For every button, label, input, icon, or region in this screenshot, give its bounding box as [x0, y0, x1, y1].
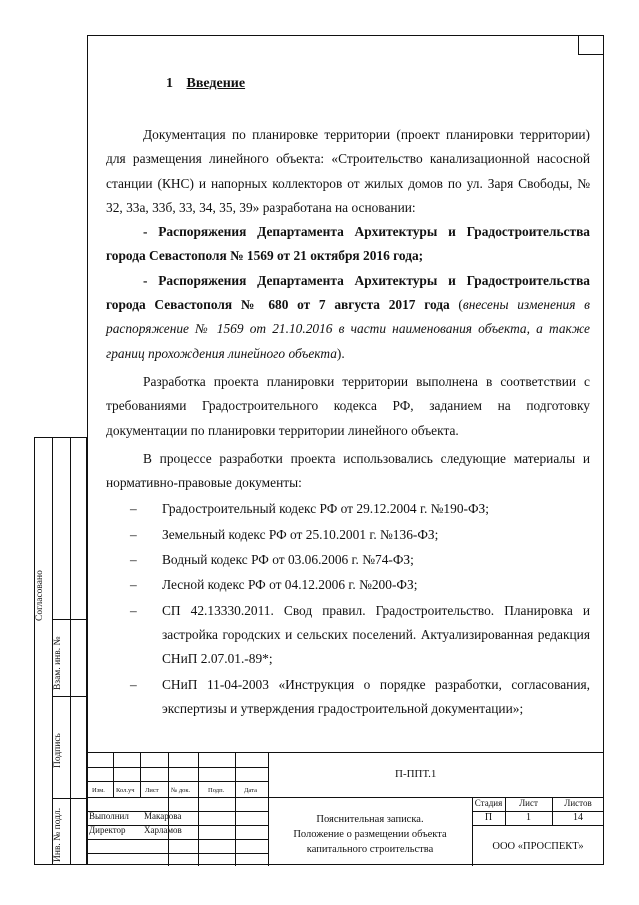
inv-no-label: Инв. № подл. [53, 807, 63, 862]
sheet-value: 1 [526, 812, 531, 823]
col-header-change: Изм. [92, 787, 105, 794]
list-dash: – [130, 602, 137, 618]
sheet-number-box [578, 35, 604, 55]
stage-label: Стадия [474, 798, 503, 808]
list-item [106, 497, 590, 521]
paragraph-intro: Документация по планировке территории (проект планировки территории) для размещения линейного объекта: «Строительство канализационной насосной станции (КНС) и напорных коллекторов от жилых домов по ул. Заря Свободы, № 32, 33а, 33б, 33, 34, 35, 39» разработана на основании: [106, 127, 590, 215]
signature-label: Подпись [53, 733, 63, 768]
list-dash: – [130, 526, 137, 542]
col-header-count: Кол.уч [116, 787, 135, 794]
director-name: Харламов [144, 825, 182, 835]
sheets-value: 14 [573, 812, 583, 823]
col-header-date: Дата [244, 787, 257, 794]
document-body [106, 123, 590, 722]
section-heading [166, 76, 245, 92]
regulations-list [106, 497, 590, 721]
document-code: П-ППТ.1 [395, 768, 437, 780]
paragraph-development: Разработка проекта планировки территории выполнена в соответствии с требованиями Градостроительного кодекса РФ, заданием на подготовку документации по планировки территории линейного объекта. [106, 373, 590, 438]
list-item [106, 673, 590, 722]
performer-name: Макарова [144, 811, 182, 821]
sheets-label: Листов [564, 798, 592, 808]
paren-close: ). [336, 345, 345, 361]
col-header-sign: Подп. [208, 787, 225, 794]
stage-value: П [484, 812, 493, 823]
section-title: Введение [186, 76, 246, 91]
paragraph-order-680 [106, 269, 590, 366]
list-item-text: Градостроительный кодекс РФ от 29.12.2004 г. №190-ФЗ; [162, 501, 489, 517]
order-680-note: внесены изменения в распоряжение № 1569 от 21.10.2016 в части наименования объекта, а также границ прохождения линейного объекта [106, 297, 590, 361]
list-dash: – [130, 552, 137, 568]
list-item-text: СП 42.13330.2011. Свод правил. Градостроительство. Планировка и застройка городских и сельских поселений. Актуализированная редакция СНиП 2.07.01.-89*; [162, 602, 590, 667]
list-item [106, 599, 590, 672]
role-performer: Выполнил [89, 811, 129, 821]
paragraph-order-1569: - Распоряжения Департамента Архитектуры и Градостроительства города Севастополя № 1569 от 21 октября 2016 года; [106, 224, 590, 264]
list-dash: – [130, 577, 137, 593]
role-director: Директор [89, 825, 126, 835]
sheet-label: Лист [519, 798, 538, 808]
paragraph-materials: В процессе разработки проекта использовались следующие материалы и нормативно-правовые документы: [106, 450, 590, 491]
list-item [106, 548, 590, 572]
agreed-label: Согласовано [35, 570, 45, 621]
list-item-text: СНиП 11-04-2003 «Инструкция о порядке разработки, согласования, экспертизы и утверждения градостроительной документации»; [162, 676, 590, 716]
list-item-text: Водный кодекс РФ от 03.06.2006 г. №74-ФЗ; [162, 552, 414, 568]
list-dash: – [130, 676, 137, 692]
order-680-text: - Распоряжения Департамента Архитектуры и Градостроительства города Севастополя № 680 от 7 августа 2017 года [106, 272, 590, 313]
organization-name: ООО «ПРОСПЕКТ» [492, 841, 584, 852]
list-item-text: Лесной кодекс РФ от 04.12.2006 г. №200-ФЗ; [162, 577, 418, 593]
description-line-3: капитального строительства [306, 844, 434, 855]
document-description [268, 812, 472, 857]
list-dash: – [130, 501, 137, 517]
col-header-doc: № док. [171, 787, 191, 794]
description-line-1: Пояснительная записка. [316, 814, 424, 825]
paren-open: ( [449, 297, 463, 313]
list-item [106, 573, 590, 597]
list-item [106, 523, 590, 547]
description-line-2: Положение о размещении объекта [293, 829, 447, 840]
list-item-text: Земельный кодекс РФ от 25.10.2001 г. №136-ФЗ; [162, 526, 439, 542]
replace-inv-label: Взам. инв. № [53, 636, 63, 690]
col-header-sheet: Лист [145, 787, 159, 794]
section-number: 1 [166, 76, 173, 91]
